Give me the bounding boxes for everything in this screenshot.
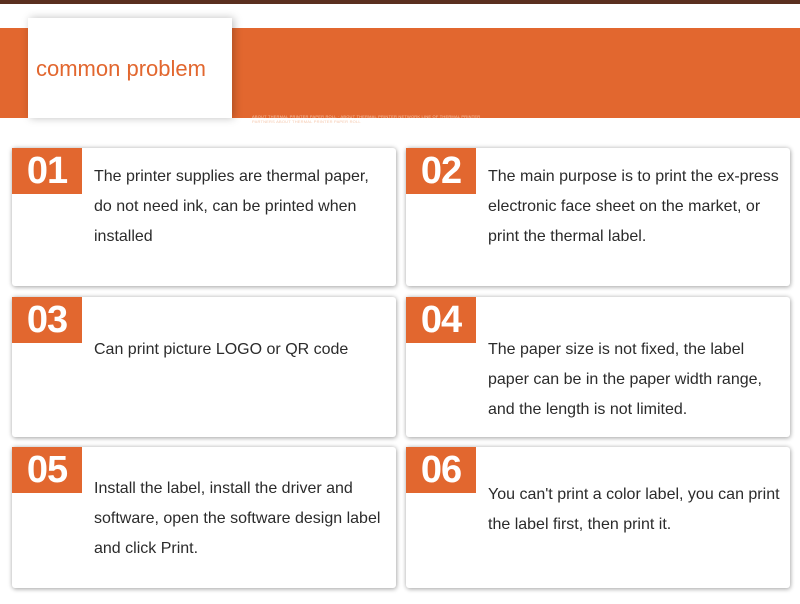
card-text: You can't print a color label, you can print the label first, then print it. [488, 486, 780, 533]
banner-small-text: ABOUT THERMAL PRINTER PAPER ROLL · ABOUT THERMAL PRINTER NETWORK LINE OF THERMAL PRINTER PARTNERS ABOUT THERMAL PRINTER PAPER ROLL [252, 114, 481, 124]
card-text: The paper size is not fixed, the label paper can be in the paper width range, and the length is not limited. [488, 341, 762, 418]
problem-card-05 [12, 447, 396, 588]
card-number-badge: 02 [406, 148, 476, 194]
card-number-badge: 01 [12, 148, 82, 194]
card-number-badge: 05 [12, 447, 82, 493]
problem-card-02 [406, 148, 790, 286]
problem-card-06 [406, 447, 790, 588]
problem-card-03 [12, 297, 396, 437]
card-text: Install the label, install the driver and software, open the software design label and click Print. [94, 480, 381, 557]
problem-card-04 [406, 297, 790, 437]
card-number-badge: 03 [12, 297, 82, 343]
card-text: The printer supplies are thermal paper, do not need ink, can be printed when installed [94, 168, 369, 245]
problem-card-01 [12, 148, 396, 286]
card-number-badge: 06 [406, 447, 476, 493]
title-card [28, 18, 232, 118]
card-text: The main purpose is to print the ex-press electronic face sheet on the market, or print the thermal label. [488, 168, 779, 245]
page-title: common problem [36, 56, 206, 81]
card-text: Can print picture LOGO or QR code [94, 341, 349, 358]
top-border-line [0, 0, 800, 4]
card-number-badge: 04 [406, 297, 476, 343]
